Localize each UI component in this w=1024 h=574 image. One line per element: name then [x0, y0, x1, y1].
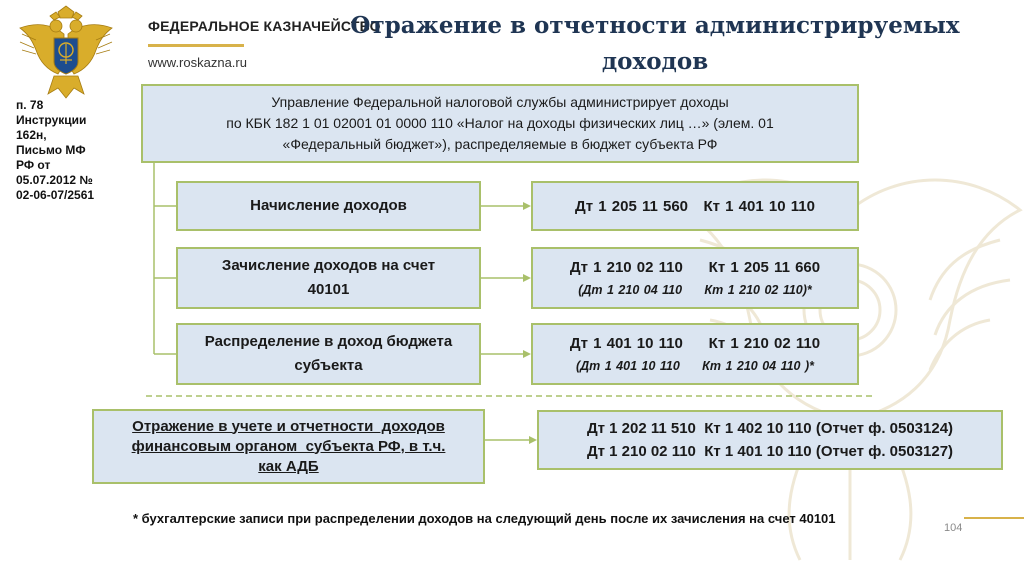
accounting-entry: Дт 1 210 02 110 Кт 1 401 10 110 (Отчет ф. 0503127) [586, 443, 954, 460]
page-number: 104 [944, 522, 963, 534]
note-line: 02-06-07/2561 [16, 188, 95, 202]
note-line: Инструкции [16, 113, 87, 127]
description-line: «Федеральный бюджет»), распределяемые в бюджет субъекта РФ [282, 136, 718, 152]
entry-accrual-box [531, 181, 859, 231]
page-title [330, 8, 980, 80]
org-name-underline [148, 44, 244, 47]
step-label: субъекта [294, 357, 363, 374]
description-line: по КБК 182 1 01 02001 01 0000 110 «Налог на доходы физических лиц …» (элем. 01 [226, 115, 774, 131]
title-line-2: доходов [601, 48, 709, 75]
reporting-label-line: Отражение в учете и отчетности доходов [132, 417, 445, 435]
step-label: 40101 [307, 281, 350, 298]
reporting-entries-box [537, 410, 1003, 470]
reporting-label-line: финансовым органом субъекта РФ, в т.ч. [131, 437, 446, 455]
tax-service-description-box [141, 84, 859, 163]
step-crediting-box [176, 247, 481, 309]
treasury-eagle-logo [14, 4, 118, 100]
step-label: Начисление доходов [250, 197, 407, 214]
footer-accent-line [964, 517, 1024, 519]
accounting-entry: Дт 1 210 02 110 Кт 1 205 11 660 [569, 259, 821, 276]
accounting-entry: Дт 1 205 11 560 Кт 1 401 10 110 [575, 197, 815, 215]
step-distribution-box [176, 323, 481, 385]
website-link[interactable]: www.roskazna.ru [148, 55, 247, 70]
entry-distribution-box [531, 323, 859, 385]
alternative-entry: (Дт 1 401 10 110 Кт 1 210 04 110 )* [575, 359, 815, 373]
reporting-label-line: как АДБ [258, 457, 319, 475]
note-line: 05.07.2012 № [16, 173, 93, 187]
step-label: Зачисление доходов на счет [221, 257, 436, 274]
footnote: * бухгалтерские записи при распределении доходов на следующий день после их зачисления на счет 40101 [133, 511, 836, 526]
note-line: РФ от [16, 158, 51, 172]
title-line-1: Отражение в отчетности администрируемых [350, 12, 960, 39]
description-line: Управление Федеральной налоговой службы администрирует доходы [271, 94, 729, 110]
alternative-entry: (Дт 1 210 04 110 Кт 1 210 02 110)* [578, 283, 812, 297]
legal-reference-note [16, 98, 116, 203]
entry-crediting-box [531, 247, 859, 309]
accounting-entry: Дт 1 202 11 510 Кт 1 402 10 110 (Отчет ф. 0503124) [586, 420, 954, 437]
step-accrual-box [176, 181, 481, 231]
note-line: 162н, [16, 128, 47, 142]
financial-body-reporting-box [92, 409, 485, 484]
note-line: п. 78 [16, 98, 44, 112]
step-label: Распределение в доход бюджета [204, 333, 453, 350]
org-name: ФЕДЕРАЛЬНОЕ КАЗНАЧЕЙСТВО [148, 18, 381, 34]
note-line: Письмо МФ [16, 143, 86, 157]
accounting-entry: Дт 1 401 10 110 Кт 1 210 02 110 [569, 335, 821, 352]
